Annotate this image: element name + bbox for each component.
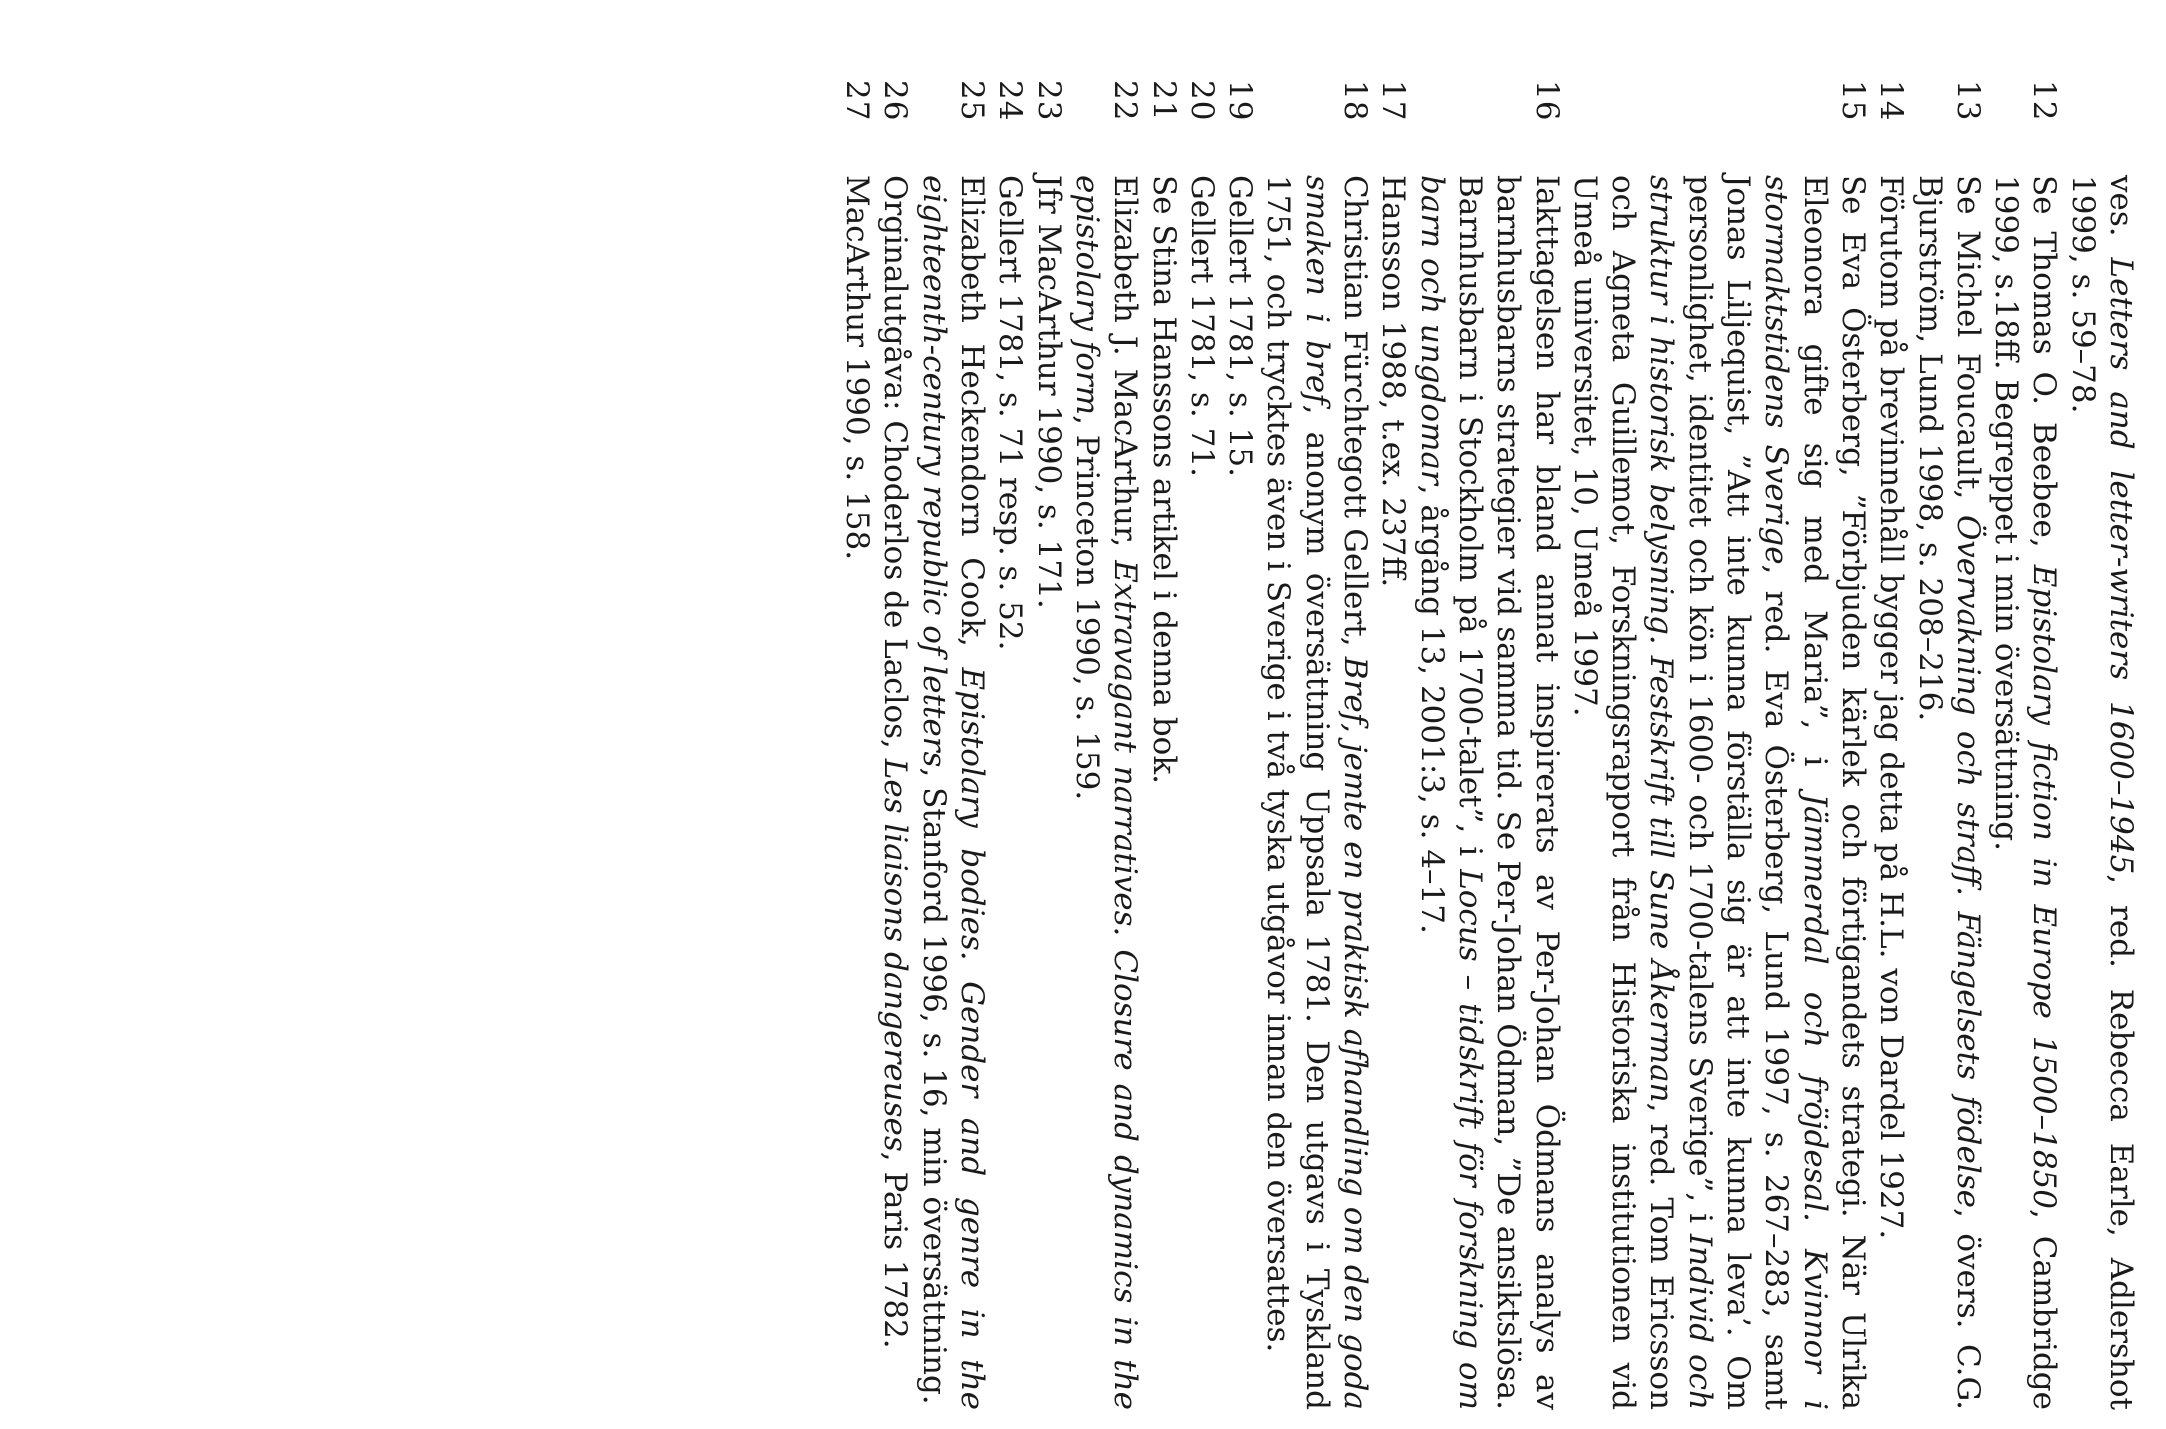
- note-text-segment: Jfr MacArthur 1990, s. 171.: [1030, 175, 1067, 609]
- note-text-segment: Orginalutgåva: Choderlos de Laclos,: [877, 175, 914, 759]
- note-text-segment: , övers. C.G. Bjurström, Lund 1998, s. 208–216.: [1911, 175, 1986, 1410]
- note-text-segment: , red. Rebecca Earle, Adlershot 1999, s. 59–78.: [2064, 175, 2139, 1410]
- footnote-number: 25: [954, 80, 991, 122]
- footnote-number: 13: [1949, 80, 1986, 122]
- footnote-number: 15: [1834, 80, 1871, 122]
- footnote-13: [1910, 80, 1987, 1410]
- footnote-number: 26: [877, 80, 914, 122]
- footnote-number: 24: [992, 80, 1029, 122]
- note-text-segment: Se Michel Foucault,: [1949, 175, 1986, 515]
- note-text-segment: , Stanford 1996, s. 16, min översättning.: [915, 767, 952, 1405]
- note-text-segment: Se Eva Österberg, ”Förbjuden kärlek och förtigandets strategi. När Ulrika Eleonora gifte sig med Maria”, i: [1796, 175, 1871, 1410]
- note-text-segment: Förutom på brevinnehåll bygger jag detta på H.L. von Dardel 1927.: [1873, 175, 1910, 1240]
- note-text-segment: Gellert 1781, s. 71.: [1183, 175, 1220, 477]
- footnote-text: [1029, 175, 1067, 1410]
- footnote-number: 16: [1528, 80, 1565, 122]
- note-text-segment: Gellert 1781, s. 71 resp. s. 52.: [992, 175, 1029, 651]
- note-text-segment: Elizabeth Heckendorn Cook,: [954, 175, 991, 668]
- italic-title: Extravagant narratives. Closure and dynamics in the epistolary form: [1068, 175, 1144, 1410]
- note-text-segment: Iakttagelsen har bland annat inspirerats av Per-Johan Ödmans analys av barnhusbarns strategier vid samma tid. Se Per-Johan Ödman, ”De ansiktslösa. Barnhusbarn i Stockholm på 1700-talet”, i: [1451, 175, 1565, 1410]
- footnote-18: [1259, 80, 1374, 1410]
- italic-title: Letters and letter-writers 1600–1945: [2103, 257, 2139, 875]
- footnote-text: [1183, 175, 1221, 1410]
- italic-title: Övervakning och straff. Fängelsets födelse: [1949, 514, 1986, 1209]
- footnote-number: 18: [1337, 80, 1374, 122]
- italic-title: Epistolary fiction in Europe 1500–1850: [2026, 564, 2063, 1209]
- continuation-text: [2063, 175, 2140, 1410]
- italic-title: Individ och struktur i historisk belysning. Festskrift till Sune Åkerman: [1643, 175, 1718, 1410]
- footnote-12: [1987, 80, 2064, 1410]
- rotated-document-page: [80, 80, 2140, 1410]
- footnote-19: [1221, 80, 1259, 1410]
- note-text-segment: , anonym översättning Uppsala 1781. Den utgavs i Tyskland 1751, och trycktes även i Sverige i två tyska utgåvor innan den översattes.: [1260, 175, 1335, 1410]
- note-text-segment: Se Stina Hanssons artikel i denna bok.: [1145, 175, 1182, 784]
- note-text-segment: , Paris 1782.: [877, 1151, 914, 1349]
- footnote-text: [1566, 175, 1872, 1410]
- footnote-17: [1374, 80, 1412, 1410]
- note-text-segment: Gellert 1781, s. 15.: [1222, 175, 1259, 477]
- footnote-number: 22: [1107, 80, 1144, 122]
- footnote-text: [1910, 175, 1987, 1410]
- footnote-number: 20: [1183, 80, 1220, 122]
- italic-title: Jämmerdal och fröjdesal. Kvinnor i stormaktstidens Sverige: [1758, 175, 1833, 1411]
- footnote-21: [1144, 80, 1182, 1410]
- italic-title: Bref, jemte en praktisk afhandling om den goda smaken i bref: [1298, 175, 1374, 1410]
- footnote-text: [1374, 175, 1412, 1410]
- footnote-number: 17: [1375, 80, 1412, 122]
- footnote-23: [1029, 80, 1067, 1410]
- italic-title: Locus – tidskrift för forskning om barn och ungdomar: [1413, 175, 1488, 1410]
- footnote-number: 19: [1222, 80, 1259, 122]
- footnote-number: 21: [1145, 80, 1182, 122]
- footnote-number: 23: [1030, 80, 1067, 122]
- note-text-segment: , Princeton 1990, s. 159.: [1068, 415, 1105, 801]
- footnote-number: 12: [2026, 80, 2063, 122]
- footnote-26: [876, 80, 914, 1410]
- note-text-segment: ves.: [2103, 175, 2139, 258]
- footnote-text: [1259, 175, 1374, 1410]
- footnote-number: 27: [839, 80, 876, 122]
- note-text-segment: , red. Eva Österberg, Lund 1997, s. 267–283, samt Jonas Liljequist, ”Att inte kunna förställa sig är att inte kunna leva’. Om personlighet, identitet och kön i 1600- och 1700-talens Sverige”, i: [1681, 175, 1795, 1410]
- footnote-27: [839, 80, 876, 1410]
- footnote-number: 14: [1873, 80, 1910, 122]
- footnote-22: [1068, 80, 1145, 1410]
- footnote-24: [991, 80, 1029, 1410]
- footnote-14: [1872, 80, 1910, 1410]
- footnote-text: [915, 175, 992, 1410]
- note-text-segment: MacArthur 1990, s. 158.: [839, 175, 876, 561]
- footnote-text: [1987, 175, 2064, 1410]
- footnote-25: [915, 80, 992, 1410]
- footnote-text: [1412, 175, 1565, 1410]
- footnote-continuation: [2063, 80, 2140, 1410]
- footnote-20: [1183, 80, 1221, 1410]
- note-text-segment: , årgång 13, 2001:3, s. 4–17.: [1413, 484, 1450, 934]
- note-text-segment: Se Thomas O. Beebee,: [2026, 175, 2063, 565]
- footnote-text: [838, 175, 876, 1410]
- footnote-16: [1412, 80, 1565, 1410]
- note-text-segment: Elizabeth J. MacArthur,: [1107, 175, 1144, 561]
- footnote-text: [1221, 175, 1259, 1410]
- note-text-segment: , red. Tom Ericsson och Agneta Guillemot, Forskningsrapport från Historiska institutionen vid Umeå universitet, 10, Umeå 1997.: [1566, 175, 1680, 1410]
- footnote-15: [1566, 80, 1872, 1410]
- italic-title: Les liaisons dangereuses: [877, 758, 914, 1152]
- footnote-text: [1144, 175, 1182, 1410]
- note-text-segment: Christian Fürchtegott Gellert,: [1337, 175, 1374, 657]
- footnote-text: [991, 175, 1029, 1410]
- note-text-segment: Hansson 1988, t.ex. 237ff.: [1375, 175, 1412, 588]
- italic-title: Epistolary bodies. Gender and genre in the eighteenth-century republic of letters: [915, 175, 991, 1410]
- footnote-text: [1872, 175, 1910, 1410]
- footnote-text: [1068, 175, 1145, 1410]
- footnote-text: [876, 175, 914, 1410]
- footnotes-list: [839, 80, 2140, 1411]
- note-text-segment: , Cambridge 1999, s.18ff. Begreppet i min översättning.: [1988, 175, 2063, 1410]
